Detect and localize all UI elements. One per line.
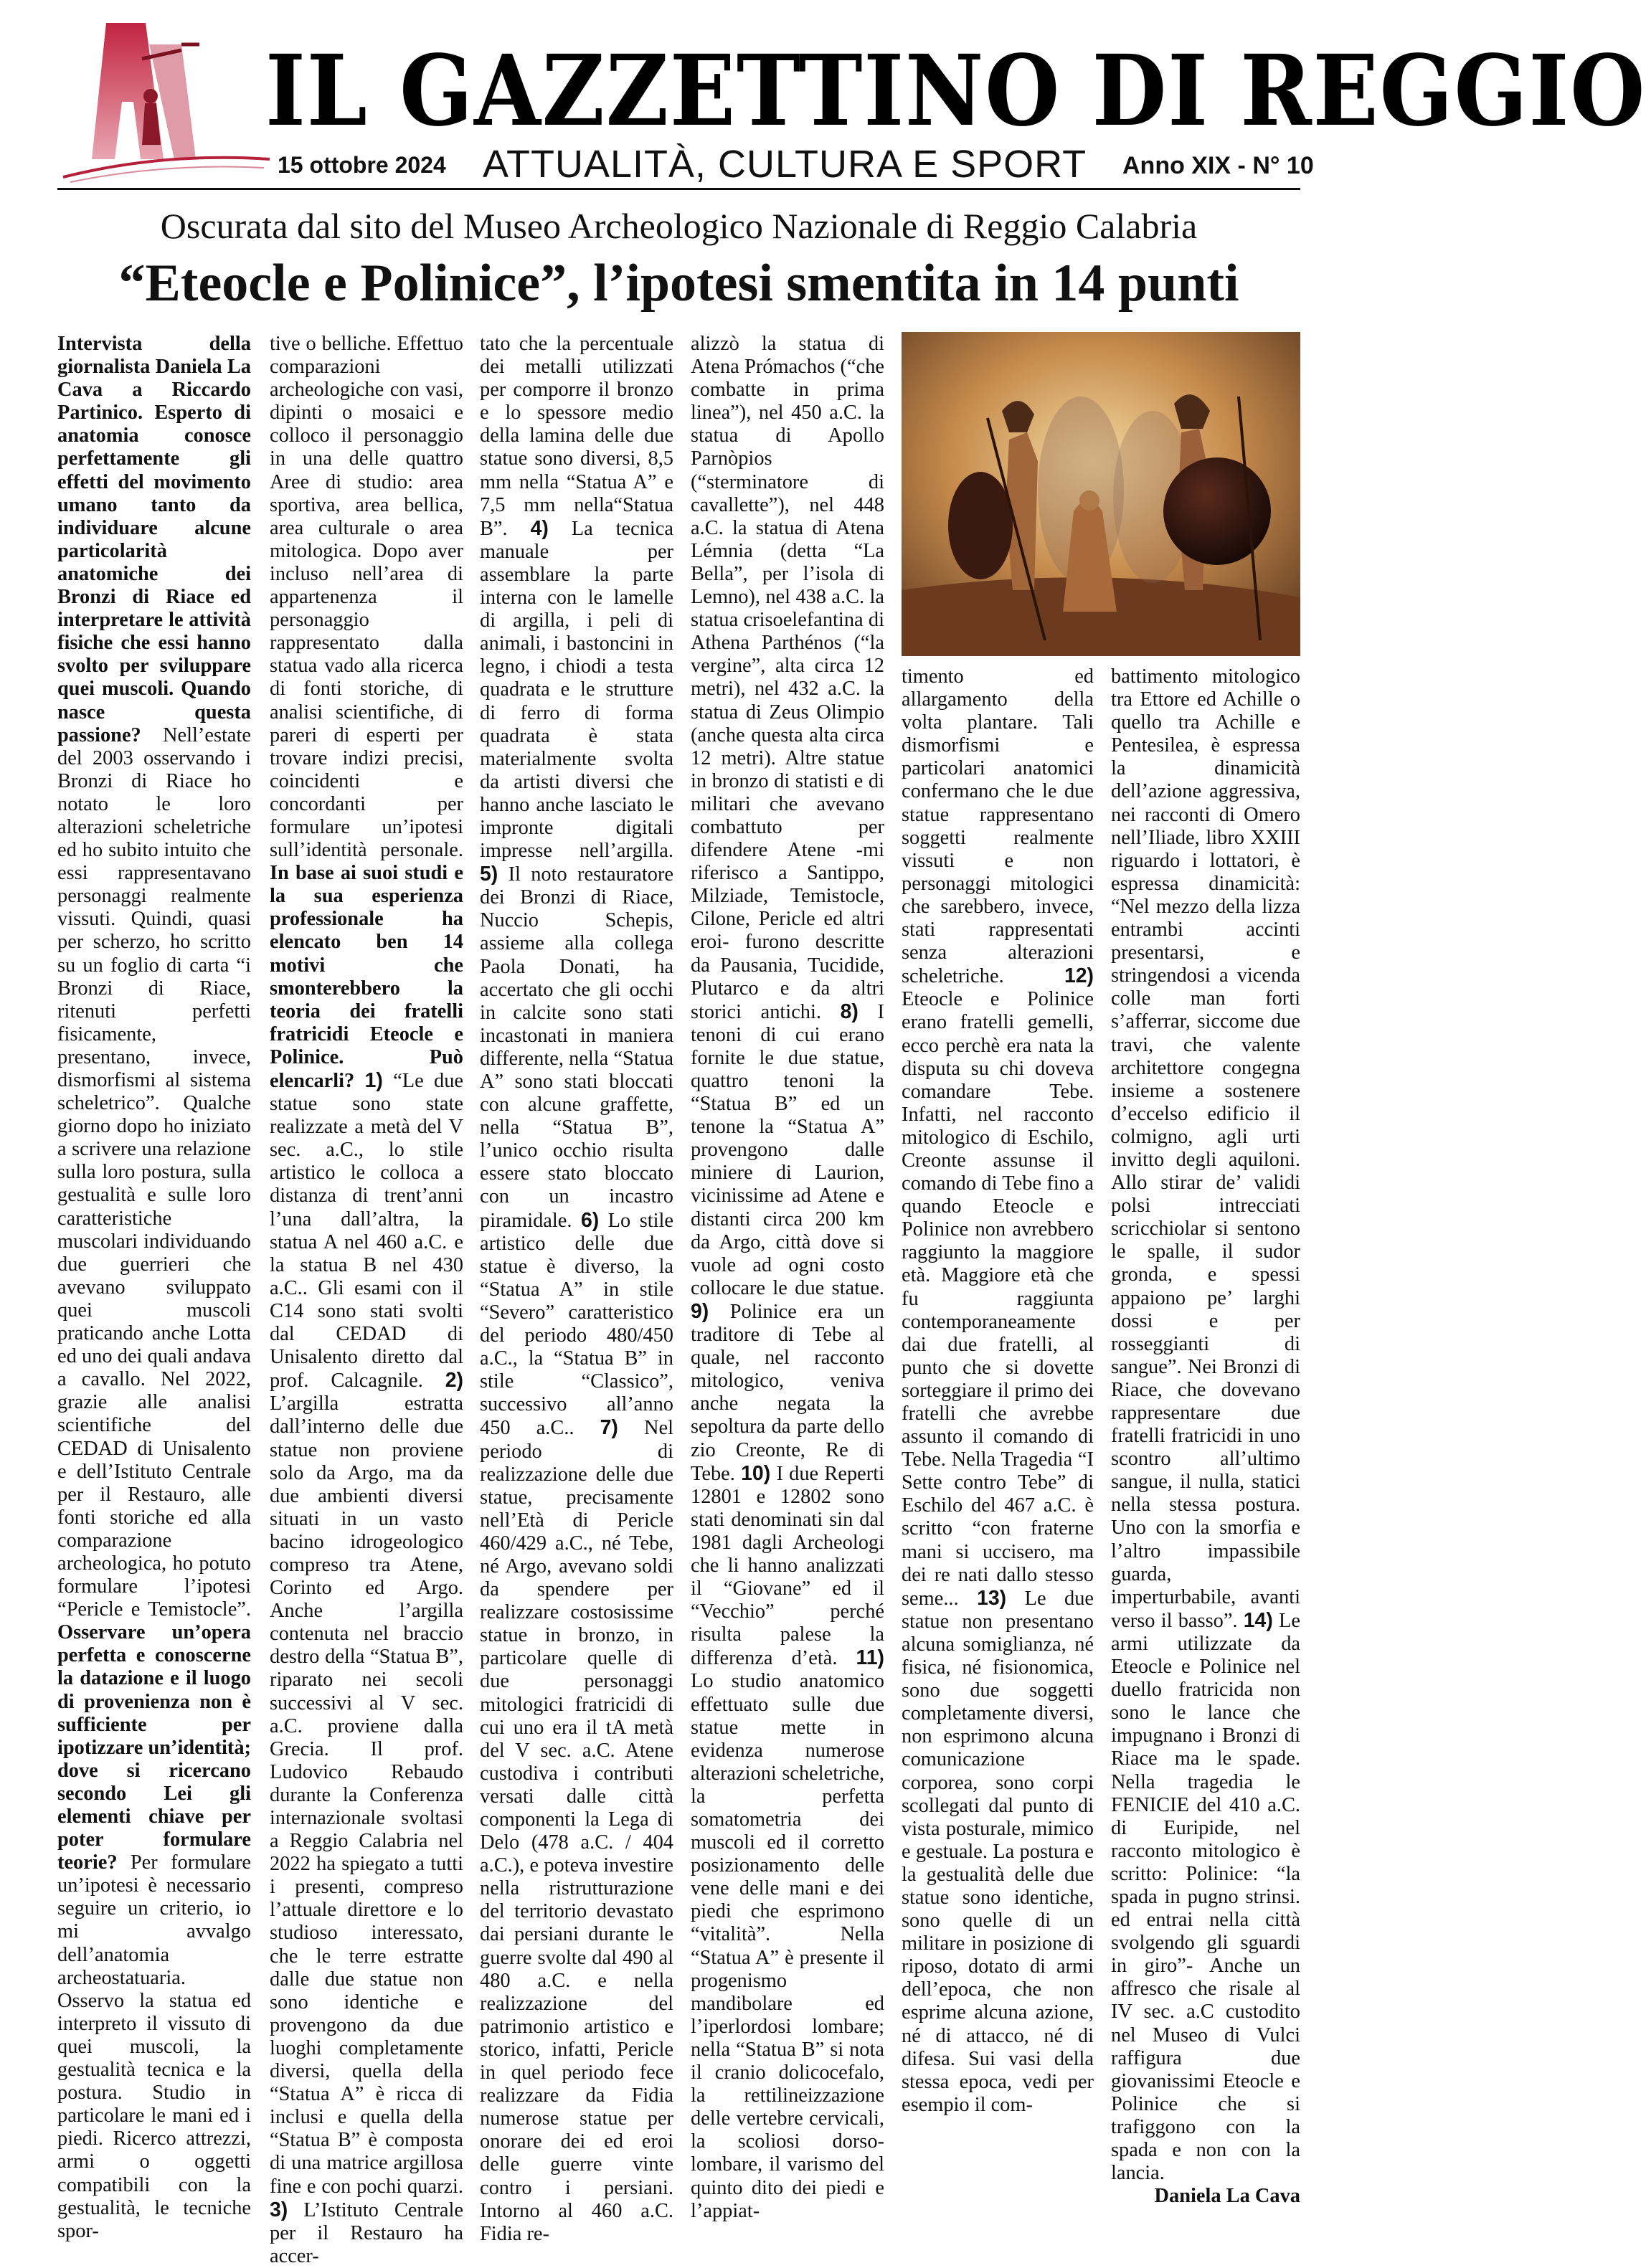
article-column-3: tato che la percentuale dei metalli utilizzati per comporre il bronzo e lo spessore medio della lamina delle due statue sono diversi, 8,5 mm nella “Statua A” e 7,5 mm nella“Statua B”. 4) La tecnica manuale per assemblare la parte interna con le lamelle di argilla, i peli di animali, i bastoncini in legno, i chiodi a testa quadrata e le strutture di ferro di forma quadrata è stata materialmente svolta da artisti diversi che hanno anche lasciato le impronte digitali impresse nell’argilla. 5) Il noto restauratore dei Bronzi di Riace, Nuccio Schepis, assieme alla collega Paola Donati, ha accertato che gli occhi in calcite sono stati incastonati in maniera differente, nella “Statua A” sono stati bloccati con alcune graffette, nella “Statua B”, l’unico occhio risulta essere stato bloccato con un incastro piramidale. 6) Lo stile artistico delle due statue è diverso, la “Statua A” in stile “Severo” caratteristico del periodo 480/450 a.C., la “Statua B” in stile “Classico”, successivo all’anno 450 a.C.. 7) Nel periodo di realizzazione delle due statue, precisamente nell’Età di Pericle 460/429 a.C., né Tebe, né Argo, avevano soldi da spendere per realizzare costosissime statue in bronzo, in particolare quelle di due personaggi mitologici fratricidi di cui uno era il tA metà del V sec. a.C. Atene custodiva i contributi versati dalle città componenti la Lega di Delo (478 a.C. / 404 a.C.), e poteva investire nella ristrutturazione del territorio devastato dai persiani durante le guerre svolte dal 490 al 480 a.C. e nella realizzazione del patrimonio artistico e storico, infatti, Pericle in quel periodo fece realizzare da Fidia numerose statue per onorare dei ed eroi delle guerre vinte contro i persiani. Intorno al 460 a.C. Fidia re- xyxy=(480,333,674,2245)
masthead-divider xyxy=(57,188,1300,190)
article-column-6: battimento mitologico tra Ettore ed Achille o quello tra Achille e Pentesilea, è espressa la dinamicità dell’azione aggressiva, nei racconti di Omero nell’Iliade, libro XXIII riguardo i lottatori, è espressa dinamicità: “Nel mezzo della lizza entrambi accinti presentarsi, e stringendosi a vicenda colle man forti s’afferrar, siccome due travi, che valente architettore congegna insieme a sostenere d’eccelso edificio il colmigno, agli urti invitto degli aquiloni. Allo stirar de’ validi polsi intrecciati scricchiolar si sentono le spalle, il sudor gronda, e spessi appaiono pe’ larghi dossi e per rosseggianti di sangue”. Nei Bronzi di Riace, che dovevano rappresentare due fratelli fratricidi in uno scontro all’ultimo sangue, il nulla, statici nella stessa postura. Uno con la smorfia e l’altro impassibile guarda, imperturbabile, avanti verso il basso”. 14) Le armi utilizzate da Eteocle e Polinice nel duello fratricida non sono le lance che impugnano i Bronzi di Riace ma le spade. Nella tragedia le FENICIE del 410 a.C. di Euripide, nel racconto mitologico è scritto: Polinice: “la spada in pugno strinsi. ed entrai nella città svolgendo gli sguardi in giro”- Anche un affresco che risale al IV sec. a.C custodito nel Museo di Vulci raffigura due giovanissimi Eteocle e Polinice che si trafiggono con la spada e non con la lancia. Daniela La Cava xyxy=(1111,665,1300,2208)
issue-date: 15 ottobre 2024 xyxy=(278,152,446,178)
interview-intro: Intervista della giornalista Daniela La Cava a Riccardo Partinico. Esperto di anatomia conosce perfettamente gli effetti del movimento umano tanto da individuare alcune particolarità anatomiche dei Bronzi di Riace ed interpretare le attività fisiche che essi hanno svolto per sviluppare quei muscoli. Quando nasce questa passione? Nell’estate del 2003 osservando i Bronzi di Riace ho notato le loro alterazioni scheletriche ed ho subito intuito che essi rappresentavano personaggi realmente vissuti. Quindi, quasi per scherzo, ho scritto su un foglio di carta “i Bronzi di Riace, ritenuti perfetti fisicamente, presentano, invece, dismorfismi al sistema scheletrico”. Qualche giorno dopo ho iniziato a scrivere una relazione sulla loro postura, sulla gestualità e sulle loro caratteristiche muscolari individuando due guerrieri che avevano sviluppato quei muscoli praticando anche Lotta ed uno dei quali andava a cavallo. Nel 2022, grazie alle analisi scientifiche del CEDAD di Unisalento e dell’Istituto Centrale per il Restauro, alle fonti storiche ed alla comparazione archeologica, ho potuto formulare l’ipotesi “Pericle e Temistocle”. Osservare un’opera perfetta e conoscerne la datazione e il luogo di provenienza non è sufficiente per ipotizzare un’identità; dove si ricercano secondo Lei gli elementi chiave per poter formulare teorie? Per formulare un’ipotesi è necessario seguire un criterio, io mi avvalgo dell’anatomia archeostatuaria. Osservo la statua ed interpreto il vissuto di quei muscoli, la gestualità tecnica e la postura. Studio in particolare le mani ed i piedi. Ricerco attrezzi, armi o oggetti compatibili con la gestualità, le tecniche spor- xyxy=(57,333,251,2242)
article-byline: Daniela La Cava xyxy=(1154,2185,1300,2208)
article-headline: “Eteocle e Polinice”, l’ipotesi smentita in 14 punti xyxy=(118,254,1239,313)
article-column-5: timento ed allargamento della volta plantare. Tali dismorfismi e particolari anatomici confermano che le due statue rappresentano soggetti realmente vissuti e non personaggi mitologici che sarebbero, invece, stati rappresentati senza alterazioni scheletriche. 12) Eteocle e Polinice erano fratelli gemelli, ecco perchè era nata la disputa su chi doveva comandare Tebe. Infatti, nel racconto mitologico di Eschilo, Creonte assunse il comando di Tebe fino a quando Eteocle e Polinice non avrebbero raggiunto la maggiore età. Maggiore età che fu raggiunta contemporaneamente dai due fratelli, al punto che si dovette sorteggiare il primo dei fratelli che avrebbe assunto il comando di Tebe. Nella Tragedia “I Sette contro Tebe” di Eschilo del 467 a.C. è scritto “con fraterne mani si uccisero, ma dei re nati dallo stesso seme... 13) Le due statue non presentano alcuna somiglianza, né fisica, né fisionomica, sono due soggetti completamente diversi, non esprimono alcuna comunicazione corporea, sono corpi scollegati dal punto di vista posturale, mimico e gestuale. La postura e la gestualità delle due statue sono identiche, sono quelle di un militare in posizione di riposo, dotato di armi dell’epoca, che non esprime alcuna azione, né di attacco, né di difesa. Sui vasi della stessa epoca, vedi per esempio il com- xyxy=(902,665,1094,2116)
issue-number: Anno XIX - N° 10 xyxy=(1122,152,1314,179)
article-column-4: alizzò la statua di Atena Prómachos (“che combatte in prima linea”), nel 450 a.C. la statua di Apollo Parnòpios (“sterminatore di cavallette”), nel 448 a.C. la statua di Atena Lémnia (detta “La Bella”, per l’isola di Lemno), nel 438 a.C. la statua crisoelefantina di Athena Parthénos (“la vergine”, alta circa 12 metri), nel 432 a.C. la statua di Zeus Olimpio (anche questa alta circa 12 metri). Altre statue in bronzo di statisti e di militari che avevano combattuto per difendere Atene -mi riferisco a Santippo, Milziade, Temistocle, Cilone, Pericle ed altri eroi- furono descritte da Pausania, Tucidide, Plutarco e da altri storici antichi. 8) I tenoni di cui erano fornite le due statue, quattro tenoni la “Statua B” ed un tenone la “Statua A” provengono dalle miniere di Laurion, vicinissime ad Atene e distanti circa 200 km da Argo, città dove si vuole ad ogni costo collocare le due statue. 9) Polinice era un traditore di Tebe al quale, nel racconto mitologico, veniva anche negata la sepoltura da parte dello zio Creonte, Re di Tebe. 10) I due Reperti 12801 e 12802 sono stati denominati sin dal 1981 dagli Archeologi che li hanno analizzati il “Giovane” ed il “Vecchio” perché risulta palese la differenza d’età. 11) Lo studio anatomico effettuato sulle due statue mette in evidenza numerose alterazioni scheletriche, la perfetta somatometria dei muscoli ed il corretto posizionamento delle vene delle mani e dei piedi che esprimono “vitalità”. Nella “Statua A” è presente il progenismo mandibolare ed l’iperlordosi lombare; nella “Statua B” si nota il cranio dolicocefalo, la rettilineizzazione delle vertebre cervicali, la scoliosi dorso-lombare, il varismo del quinto dito dei piedi e l’appiat- xyxy=(691,333,884,2222)
newspaper-logo xyxy=(56,16,271,188)
article-column-1 xyxy=(57,333,251,2243)
article-column-2: tive o belliche. Effettuo comparazioni archeologiche con vasi, dipinti o mosaici e colloco il personaggio in una delle quattro Aree di studio: area sportiva, area bellica, area culturale o area mitologica. Dopo aver incluso nell’area di appartenenza il personaggio rappresentato dalla statua vado alla ricerca di fonti storiche, di analisi scientifiche, di pareri di esperti per trovare indizi precisi, coincidenti e concordanti per formulare un’ipotesi sull’identità personale. In base ai suoi studi e la sua esperienza professionale ha elencato ben 14 motivi che smonterebbero la teoria dei fratelli fratricidi Eteocle e Polinice. Può elencarli? 1) “Le due statue sono state realizzate a metà del V sec. a.C., lo stile artistico le colloca a distanza di trent’anni l’una dall’altra, la statua A nel 460 a.C. e la statua B nel 430 a.C.. Gli esami con il C14 sono stati svolti dal CEDAD di Unisalento diretto dal prof. Calcagnile. 2) L’argilla estratta dall’interno delle due statue non proviene solo da Argo, ma da due ambienti diversi situati in un vasto bacino idrogeologico compreso tra Atene, Corinto ed Argo. Anche l’argilla contenuta nel braccio destro della “Statua B”, riparato nei secoli successivi al V sec. a.C. proviene dalla Grecia. Il prof. Ludovico Rebaudo durante la Conferenza internazionale svoltasi a Reggio Calabria nel 2022 ha spiegato a tutti i presenti, compreso l’attuale direttore e lo studioso interessato, che le terre estratte dalle due statue non sono identiche e provengono da due luoghi completamente diversi, quella della “Statua A” è ricca di inclusi e quella della “Statua B” è composta di una matrice argillosa fine e con pochi quarzi. 3) L’Istituto Centrale per il Restauro ha accer- xyxy=(270,333,463,2267)
masthead-subtitle: ATTUALITÀ, CULTURA E SPORT xyxy=(483,143,1087,186)
masthead-title: IL GAZZETTINO DI REGGIO xyxy=(265,34,1646,148)
article-photo xyxy=(902,332,1300,656)
article-kicker: Oscurata dal sito del Museo Archeologico Nazionale di Reggio Calabria xyxy=(160,206,1198,246)
